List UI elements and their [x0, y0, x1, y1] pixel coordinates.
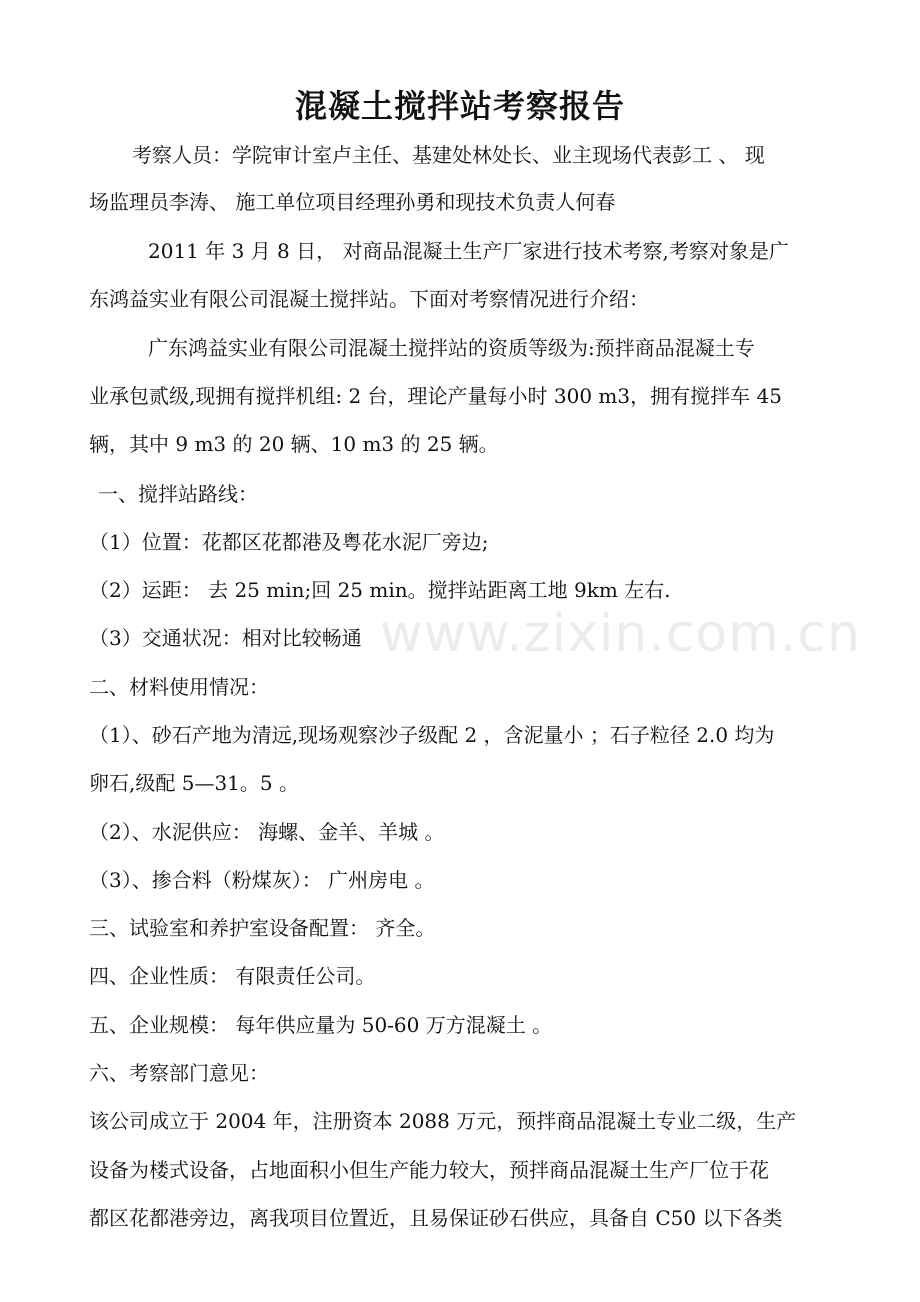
- text-line-6: 业承包贰级,现拥有搅拌机组: 2 台，理论产量每小时 300 m3，拥有搅拌车 45: [89, 384, 782, 408]
- text-line-22: 设备为楼式设备，占地面积小但生产能力较大，预拌商品混凝土生产厂位于花: [89, 1158, 769, 1182]
- text-line-5: 广东鸿益实业有限公司混凝土搅拌站的资质等级为:预拌商品混凝土专: [148, 336, 755, 360]
- document-title: 混凝土搅拌站考察报告: [294, 87, 625, 125]
- section-heading-3: 三、试验室和养护室设备配置： 齐全。: [89, 916, 436, 940]
- text-line-1: 考察人员：学院审计室卢主任、基建处林处长、业主现场代表彭工 、 现: [132, 143, 765, 167]
- section-heading-4: 四、企业性质： 有限责任公司。: [89, 964, 376, 988]
- section-heading-5: 五、企业规模： 每年供应量为 50-60 万方混凝土 。: [89, 1013, 553, 1037]
- watermark-text: www.zixin.com.cn: [380, 604, 861, 664]
- text-line-10: （2）运距： 去 25 min;回 25 min。搅拌站距离工地 9km 左右.: [89, 578, 671, 602]
- text-line-21: 该公司成立于 2004 年，注册资本 2088 万元，预拌商品混凝土专业二级，生产: [89, 1109, 797, 1133]
- text-line-23: 都区花都港旁边，离我项目位置近，且易保证砂石供应，具备自 C50 以下各类: [89, 1206, 783, 1230]
- text-line-3: 2011 年 3 月 8 日， 对商品混凝土生产厂家进行技术考察,考察对象是广: [148, 239, 789, 263]
- text-line-16: （3）、掺合料（粉煤灰）： 广州房电 。: [89, 868, 435, 892]
- text-line-9: （1）位置：花都区花都港及粤花水泥厂旁边;: [89, 530, 489, 554]
- text-line-4: 东鸿益实业有限公司混凝土搅拌站。下面对考察情况进行介绍：: [89, 287, 649, 311]
- text-line-7: 辆，其中 9 m3 的 20 辆、10 m3 的 25 辆。: [89, 432, 499, 456]
- text-line-15: （2）、水泥供应： 海螺、金羊、羊城 。: [89, 820, 445, 844]
- text-line-14: 卵石,级配 5—31。5 。: [89, 771, 299, 795]
- text-line-13: （1）、砂石产地为清远,现场观察沙子级配 2 ，含泥量小 ；石子粒径 2.0 均为: [89, 723, 775, 747]
- text-line-2: 场监理员李涛、 施工单位项目经理孙勇和现技术负责人何春: [89, 190, 616, 214]
- text-line-11: （3）交通状况：相对比较畅通: [89, 626, 362, 650]
- section-heading-1: 一、搅拌站路线：: [98, 482, 258, 506]
- section-heading-2: 二、材料使用情况：: [89, 675, 269, 699]
- section-heading-6: 六、考察部门意见：: [89, 1061, 269, 1085]
